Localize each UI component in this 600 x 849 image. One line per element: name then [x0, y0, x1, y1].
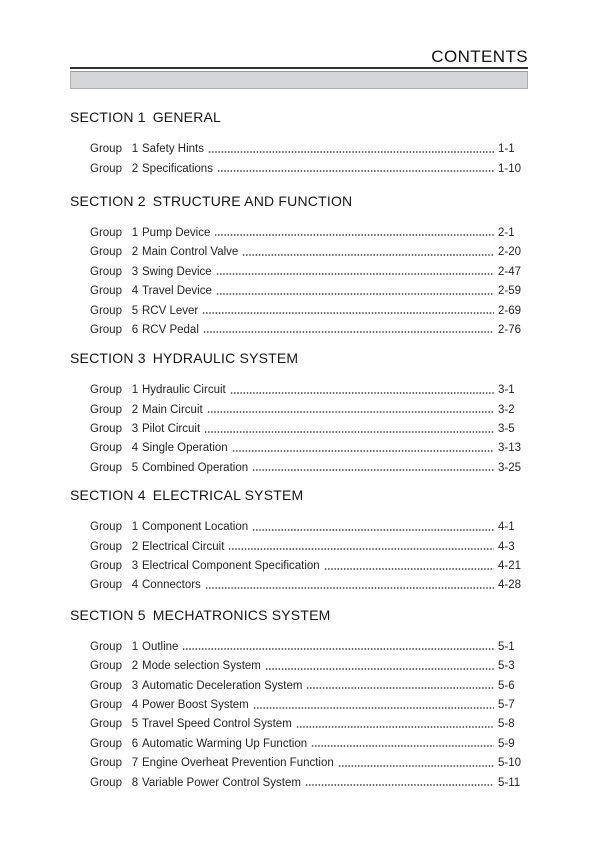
group-word: Group [90, 403, 122, 416]
page-number: 5-9 [498, 737, 515, 750]
group-word: Group [90, 521, 122, 534]
group-title: Specifications [142, 162, 213, 175]
group-number: 4 [131, 699, 139, 711]
dot-leader-icon [202, 312, 494, 314]
page-number: 3-13 [498, 442, 522, 455]
dot-leader-icon [253, 707, 494, 709]
section-rows [70, 638, 528, 793]
toc-entry [70, 439, 528, 458]
group-word: Group [90, 737, 122, 750]
toc-entry [70, 576, 528, 595]
section-label: SECTION 5 [70, 606, 146, 623]
group-title: Mode selection System [142, 660, 261, 673]
section-rows [70, 518, 528, 596]
dot-leader-icon [306, 687, 494, 689]
group-word: Group [90, 640, 122, 653]
dot-leader-icon [203, 331, 494, 333]
group-word: Group [90, 560, 122, 573]
group-word: Group [90, 226, 122, 239]
group-title: Power Boost System [142, 699, 249, 711]
group-number: 5 [131, 718, 139, 731]
page-number: 5-10 [498, 757, 522, 770]
group-word: Group [90, 540, 122, 553]
group-word: Group [90, 461, 122, 474]
dot-leader-icon [216, 293, 494, 295]
group-title: Swing Device [142, 265, 212, 278]
page-number: 5-7 [498, 699, 515, 711]
page-number: 5-1 [498, 640, 515, 653]
group-word: Group [90, 776, 122, 789]
group-title: Travel Device [142, 285, 212, 298]
toc-entry [70, 381, 528, 400]
group-number: 1 [131, 640, 139, 653]
page-number: 5-3 [498, 660, 515, 673]
group-title: Electrical Component Specification [142, 560, 320, 573]
toc-section [70, 194, 528, 340]
group-number: 2 [131, 660, 139, 673]
dot-leader-icon [252, 529, 494, 531]
dot-leader-icon [311, 745, 494, 747]
group-word: Group [90, 143, 122, 156]
group-word: Group [90, 718, 122, 731]
toc-entry [70, 735, 528, 754]
toc-section [70, 608, 528, 793]
dot-leader-icon [296, 726, 494, 728]
group-word: Group [90, 679, 122, 692]
toc-entry [70, 518, 528, 537]
toc-entry [70, 420, 528, 439]
group-number: 2 [131, 403, 139, 416]
dot-leader-icon [324, 568, 494, 570]
group-title: Automatic Warming Up Function [142, 737, 308, 750]
group-number: 3 [131, 423, 139, 436]
section-label: SECTION 4 [70, 487, 146, 504]
section-label: SECTION 2 [70, 192, 146, 209]
group-word: Group [90, 384, 122, 397]
toc-entry [70, 657, 528, 676]
page-title: CONTENTS [431, 47, 528, 66]
toc-entry [70, 459, 528, 478]
section-label: SECTION 1 [70, 109, 146, 125]
section-heading [70, 488, 528, 502]
group-word: Group [90, 265, 122, 278]
table-of-contents [70, 88, 528, 793]
group-title: Pump Device [142, 226, 211, 239]
page-number: 2-69 [498, 304, 522, 317]
section-rows [70, 140, 528, 179]
dot-leader-icon [242, 254, 494, 256]
group-word: Group [90, 162, 122, 175]
page-number: 4-28 [498, 579, 522, 592]
toc-entry [70, 263, 528, 282]
toc-entry [70, 696, 528, 715]
toc-entry [70, 401, 528, 420]
page-number: 1-10 [498, 162, 522, 175]
group-number: 4 [131, 285, 139, 298]
toc-section [70, 110, 528, 179]
toc-entry [70, 224, 528, 243]
group-title: Hydraulic Circuit [142, 384, 226, 397]
group-number: 2 [131, 246, 139, 259]
dot-leader-icon [182, 648, 494, 650]
group-title: Variable Power Control System [142, 776, 301, 789]
group-title: Combined Operation [142, 461, 249, 474]
toc-entry [70, 676, 528, 695]
group-word: Group [90, 304, 122, 317]
toc-entry [70, 243, 528, 262]
page-number: 2-47 [498, 265, 522, 278]
section-title: MECHATRONICS SYSTEM [152, 606, 331, 623]
toc-entry [70, 557, 528, 576]
section-heading [70, 608, 528, 622]
page-number: 3-5 [498, 423, 515, 436]
group-number: 3 [131, 560, 139, 573]
group-word: Group [90, 442, 122, 455]
group-number: 1 [131, 226, 139, 239]
toc-entry [70, 638, 528, 657]
group-word: Group [90, 423, 122, 436]
group-word: Group [90, 285, 122, 298]
page-number: 2-1 [498, 226, 515, 239]
dot-leader-icon [204, 431, 494, 433]
page-number: 4-1 [498, 521, 515, 534]
group-word: Group [90, 246, 122, 259]
page-number: 2-59 [498, 285, 522, 298]
group-number: 4 [131, 442, 139, 455]
section-title: STRUCTURE AND FUNCTION [152, 192, 353, 209]
group-number: 7 [131, 757, 139, 770]
dot-leader-icon [230, 392, 494, 394]
group-number: 3 [131, 679, 139, 692]
toc-entry [70, 282, 528, 301]
group-word: Group [90, 757, 122, 770]
group-word: Group [90, 579, 122, 592]
header-rule [70, 67, 528, 69]
group-title: Single Operation [142, 442, 228, 455]
dot-leader-icon [217, 170, 494, 172]
toc-entry [70, 159, 528, 178]
group-number: 6 [131, 737, 139, 750]
group-number: 4 [131, 579, 139, 592]
group-number: 1 [131, 521, 139, 534]
section-title: GENERAL [152, 109, 222, 125]
group-number: 2 [131, 540, 139, 553]
section-rows [70, 224, 528, 340]
group-word: Group [90, 323, 122, 336]
group-number: 5 [131, 304, 139, 317]
group-title: Component Location [142, 521, 249, 534]
group-title: Outline [142, 640, 179, 653]
group-title: RCV Lever [142, 304, 199, 317]
toc-entry [70, 537, 528, 556]
group-title: Safety Hints [142, 143, 204, 156]
group-title: Connectors [142, 579, 201, 592]
group-title: Travel Speed Control System [142, 718, 292, 731]
page-number: 5-8 [498, 718, 515, 731]
page-number: 2-20 [498, 246, 522, 259]
group-word: Group [90, 699, 122, 711]
toc-entry [70, 715, 528, 734]
group-title: Main Circuit [142, 403, 203, 416]
page-number: 3-1 [498, 384, 515, 397]
dot-leader-icon [232, 450, 494, 452]
page-number: 5-11 [498, 776, 521, 789]
group-title: Electrical Circuit [142, 540, 225, 553]
page-number: 5-6 [498, 679, 515, 692]
toc-entry [70, 773, 528, 792]
group-number: 6 [131, 323, 139, 336]
dot-leader-icon [205, 587, 494, 589]
dot-leader-icon [338, 765, 494, 767]
section-heading [70, 351, 528, 365]
dot-leader-icon [216, 273, 494, 275]
group-number: 8 [131, 776, 139, 789]
group-title: Engine Overheat Prevention Function [142, 757, 334, 770]
section-title: HYDRAULIC SYSTEM [152, 350, 299, 367]
group-number: 1 [131, 143, 139, 156]
section-title: ELECTRICAL SYSTEM [152, 487, 304, 504]
toc-entry [70, 754, 528, 773]
page-number: 4-21 [498, 560, 522, 573]
section-label: SECTION 3 [70, 350, 146, 367]
group-number: 5 [131, 461, 139, 474]
header-gray-bar [70, 71, 528, 89]
dot-leader-icon [214, 234, 494, 236]
page-number: 3-2 [498, 403, 515, 416]
dot-leader-icon [208, 151, 494, 153]
toc-entry [70, 321, 528, 340]
group-number: 2 [131, 162, 139, 175]
page-number: 1-1 [498, 143, 515, 156]
page-number: 2-76 [498, 323, 522, 336]
section-rows [70, 381, 528, 478]
section-heading [70, 194, 528, 208]
contents-header [70, 0, 528, 89]
group-number: 3 [131, 265, 139, 278]
toc-entry [70, 140, 528, 159]
toc-entry [70, 301, 528, 320]
group-number: 1 [131, 384, 139, 397]
group-word: Group [90, 660, 122, 673]
group-title: Pilot Circuit [142, 423, 201, 436]
dot-leader-icon [228, 548, 494, 550]
dot-leader-icon [305, 784, 494, 786]
group-title: Main Control Valve [142, 246, 239, 259]
dot-leader-icon [252, 469, 494, 471]
dot-leader-icon [207, 411, 494, 413]
group-title: RCV Pedal [142, 323, 199, 336]
dot-leader-icon [265, 668, 494, 670]
toc-section [70, 351, 528, 478]
group-title: Automatic Deceleration System [142, 679, 303, 692]
page-number: 3-25 [498, 461, 522, 474]
section-heading [70, 110, 528, 124]
toc-section [70, 488, 528, 596]
page-number: 4-3 [498, 540, 515, 553]
